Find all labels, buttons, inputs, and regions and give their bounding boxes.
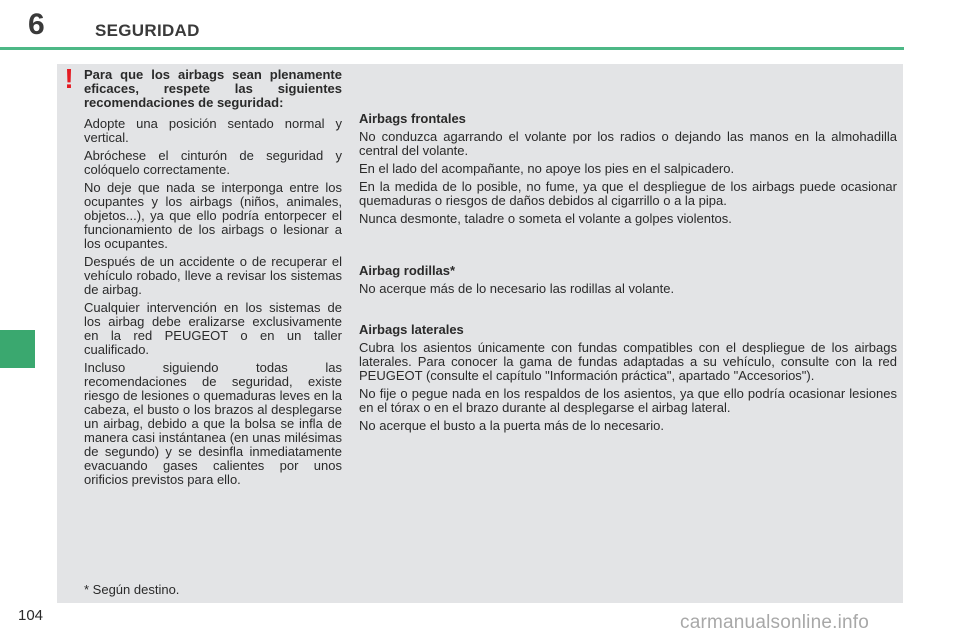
page-number: 104 xyxy=(18,607,44,624)
section-paragraph: No acerque el busto a la puerta más de lo necesario. xyxy=(359,418,664,433)
section-paragraph: En el lado del acompañante, no apoye los pies en el salpicadero. xyxy=(359,161,735,176)
section-heading: Airbags laterales xyxy=(359,322,464,337)
section-heading: Airbags frontales xyxy=(359,111,466,126)
warning-paragraph: Abróchese el cinturón de seguridad y colóquelo correctamente. xyxy=(84,148,342,177)
warning-paragraph: Adopte una posición sentado normal y vertical. xyxy=(84,116,342,145)
warning-paragraph: Cualquier intervención en los sistemas de los airbag debe eralizarse exclusivamente en la red PEUGEOT o en un taller cualificado. xyxy=(84,300,342,357)
section-heading: Airbag rodillas* xyxy=(359,263,456,278)
section-paragraph: No acerque más de lo necesario las rodillas al volante. xyxy=(359,281,675,296)
section-paragraph: Nunca desmonte, taladre o someta el volante a golpes violentos. xyxy=(359,211,732,226)
section-knee-airbag xyxy=(359,264,897,300)
chapter-title: SEGURIDAD xyxy=(95,21,200,40)
section-paragraph: No fije o pegue nada en los respaldos de los asientos, ya que ello podría ocasionar lesiones en el tórax o en el brazo durante al desplegarse el airbag lateral. xyxy=(359,386,897,415)
chapter-number: 6 xyxy=(28,8,45,41)
footnote: * Según destino. xyxy=(84,582,180,597)
header-divider xyxy=(0,47,904,50)
warning-box xyxy=(84,68,342,491)
warning-paragraph: Después de un accidente o de recuperar el vehículo robado, lleve a revisar los sistemas de airbag. xyxy=(84,254,342,297)
section-paragraph: Cubra los asientos únicamente con fundas compatibles con el despliegue de los airbags laterales. Para conocer la gama de fundas adaptadas a su vehículo, consulte con la red PEUGEOT (consulte el capítulo "Información práctica", apartado "Accesorios"). xyxy=(359,340,897,383)
chapter-side-tab xyxy=(0,330,35,368)
warning-paragraph: No deje que nada se interponga entre los ocupantes y los airbags (niños, animales, objetos...), ya que ello podría entorpecer el funcionamiento de los airbags o lesionar a los ocupantes. xyxy=(84,180,342,251)
warning-title: Para que los airbags sean plenamente eficaces, respete las siguientes recomendaciones de seguridad: xyxy=(84,67,342,110)
exclamation-warning-icon: ! xyxy=(64,63,74,94)
section-paragraph: No conduzca agarrando el volante por los radios o dejando las manos en la almohadilla central del volante. xyxy=(359,129,897,158)
warning-paragraph: Incluso siguiendo todas las recomendaciones de seguridad, existe riesgo de lesiones o quemaduras leves en la cabeza, el busto o los brazos al desplegarse un airbag, debido a que la bolsa se infla de manera casi instántanea (en unas milésimas de segundo) y se desinfla inmediatamente evacuando gases calientes por unos orificios previstos para ello. xyxy=(84,360,342,487)
section-frontal-airbags xyxy=(359,112,897,230)
section-lateral-airbags xyxy=(359,323,897,437)
section-paragraph: En la medida de lo posible, no fume, ya que el despliegue de los airbags puede ocasionar quemaduras o riesgos de daños debidos al cigarrillo o a la pipa. xyxy=(359,179,897,208)
watermark: carmanualsonline.info xyxy=(680,612,870,633)
